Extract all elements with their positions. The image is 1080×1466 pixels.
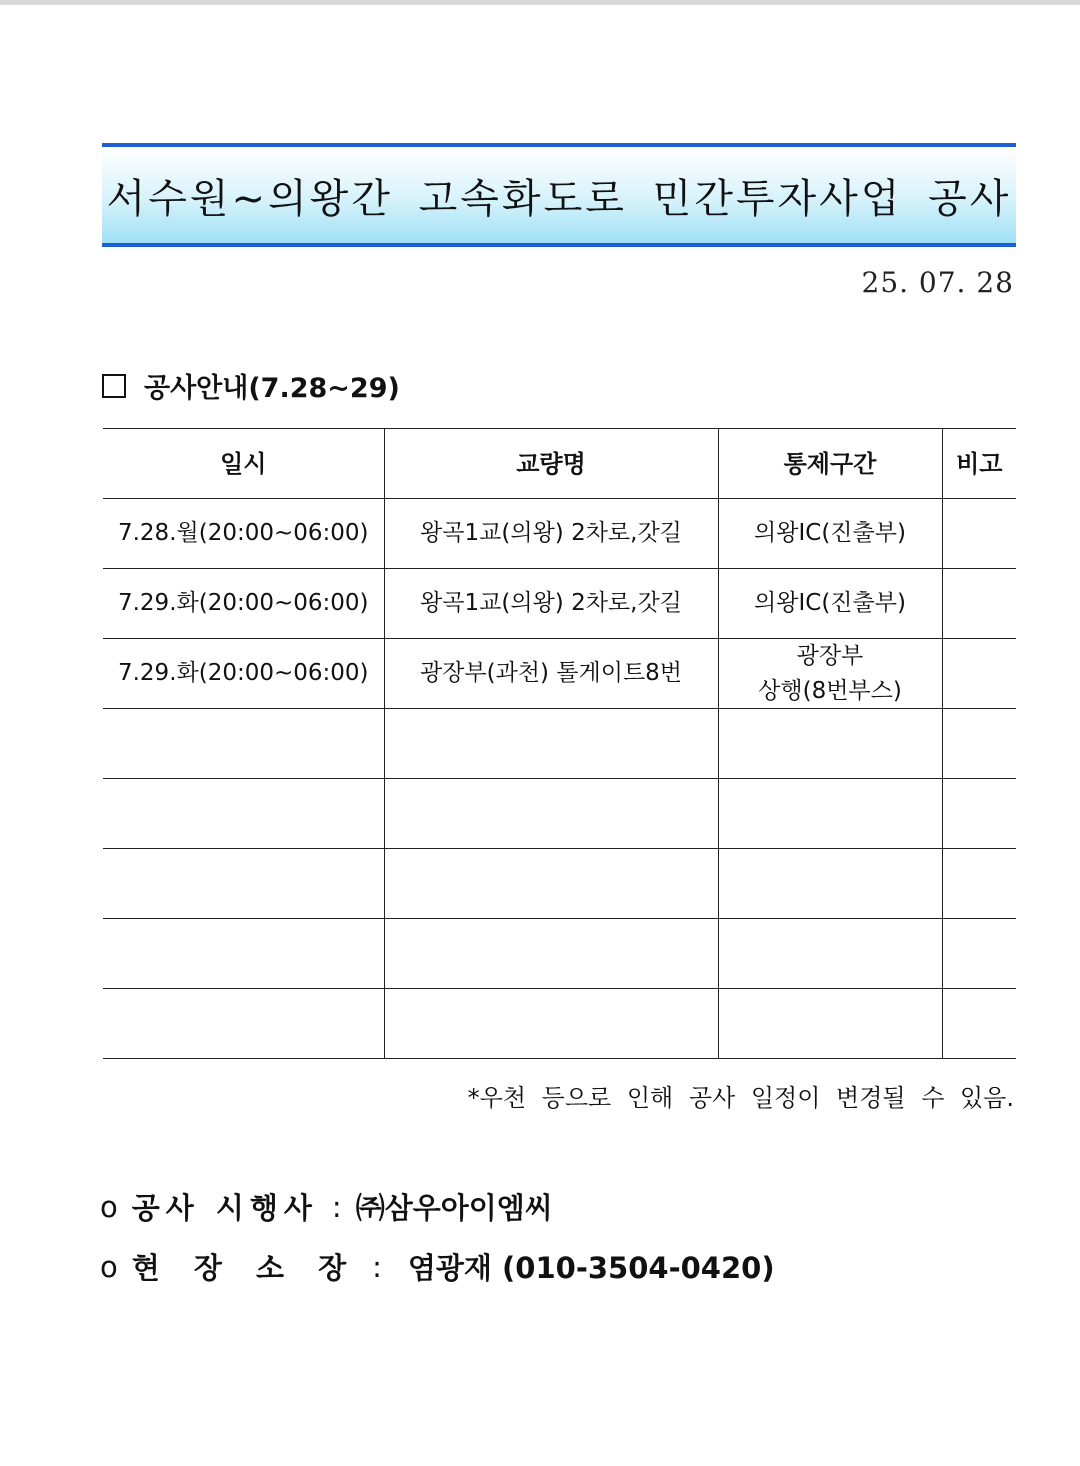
cell-note <box>942 919 1016 989</box>
cell-note <box>942 779 1016 849</box>
document-date: 25. 07. 28 <box>861 266 1014 299</box>
cell-control-section <box>718 639 942 709</box>
cell-bridge: 왕곡1교(의왕) 2차로,갓길 <box>384 569 718 639</box>
cell-bridge: 왕곡1교(의왕) 2차로,갓길 <box>384 499 718 569</box>
cell-control-section <box>718 849 942 919</box>
column-header-datetime: 일시 <box>103 429 384 499</box>
section-heading-text: 공사안내(7.28~29) <box>144 373 400 404</box>
cell-datetime <box>103 989 384 1059</box>
cell-control-section <box>718 919 942 989</box>
site-manager-line <box>100 1246 775 1287</box>
schedule-table <box>103 428 1016 1059</box>
cell-note <box>942 569 1016 639</box>
table-row <box>103 779 1016 849</box>
cell-datetime <box>103 709 384 779</box>
circle-bullet-icon: o <box>100 1249 118 1284</box>
square-bullet-icon <box>102 374 126 398</box>
cell-control-section <box>718 989 942 1059</box>
contractor-value: ㈜삼우아이엠씨 <box>355 1191 553 1225</box>
table-row <box>103 639 1016 709</box>
document-title: 서수원~의왕간 고속화도로 민간투자사업 공사 <box>106 175 1012 222</box>
cell-bridge <box>384 779 718 849</box>
table-row <box>103 919 1016 989</box>
column-header-control-section: 통제구간 <box>718 429 942 499</box>
cell-control-section <box>718 499 942 569</box>
cell-bridge <box>384 849 718 919</box>
cell-datetime <box>103 849 384 919</box>
section-heading <box>102 366 400 405</box>
contractor-label: 공사 시행사 <box>131 1191 318 1225</box>
table-row <box>103 569 1016 639</box>
schedule-footnote: *우천 등으로 인해 공사 일정이 변경될 수 있음. <box>467 1084 1014 1112</box>
cell-control-section <box>718 569 942 639</box>
cell-datetime <box>103 919 384 989</box>
cell-datetime: 7.29.화(20:00~06:00) <box>103 639 384 709</box>
table-row <box>103 709 1016 779</box>
control-section-line1: 의왕IC(진출부) <box>754 590 906 617</box>
cell-bridge <box>384 989 718 1059</box>
column-header-bridge: 교량명 <box>384 429 718 499</box>
contractor-line <box>100 1186 553 1227</box>
circle-bullet-icon: o <box>100 1189 118 1224</box>
cell-note <box>942 709 1016 779</box>
control-section-line1: 광장부 <box>796 643 864 669</box>
cell-note <box>942 639 1016 709</box>
cell-note <box>942 989 1016 1059</box>
control-section-line2: 상행(8번부스) <box>758 677 902 704</box>
cell-control-section <box>718 709 942 779</box>
site-manager-value: 염광재 (010-3504-0420) <box>407 1251 775 1285</box>
cell-datetime: 7.29.화(20:00~06:00) <box>103 569 384 639</box>
cell-control-section <box>718 779 942 849</box>
column-header-note: 비고 <box>942 429 1016 499</box>
contractor-separator: : <box>331 1189 342 1224</box>
title-banner <box>102 143 1016 247</box>
cell-note <box>942 849 1016 919</box>
control-section-line1: 의왕IC(진출부) <box>754 520 906 547</box>
table-row <box>103 849 1016 919</box>
cell-datetime: 7.28.월(20:00~06:00) <box>103 499 384 569</box>
top-divider <box>0 0 1080 5</box>
table-header-row <box>103 429 1016 499</box>
cell-bridge <box>384 709 718 779</box>
cell-note <box>942 499 1016 569</box>
site-manager-separator: : <box>372 1249 382 1284</box>
table-row <box>103 499 1016 569</box>
site-manager-label: 현 장 소 장 <box>131 1251 359 1285</box>
cell-datetime <box>103 779 384 849</box>
cell-bridge: 광장부(과천) 톨게이트8번 <box>384 639 718 709</box>
cell-bridge <box>384 919 718 989</box>
table-row <box>103 989 1016 1059</box>
